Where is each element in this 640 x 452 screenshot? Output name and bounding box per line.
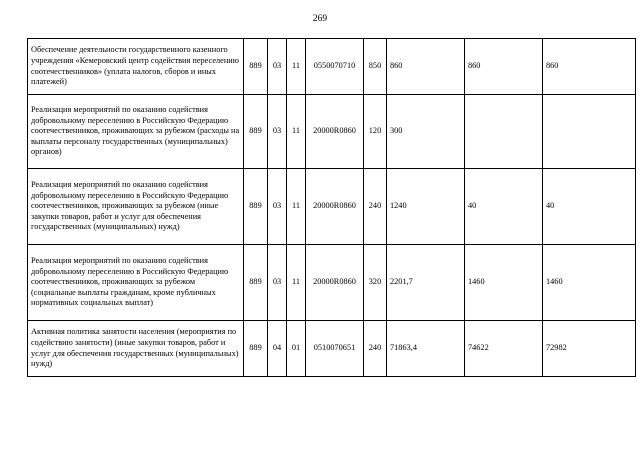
sum-year-3: 40 [543,169,636,245]
sum-year-3: 860 [543,39,636,95]
section-code: 03 [268,39,287,95]
table-row [28,39,636,95]
sum-year-3: 1460 [543,245,636,321]
target-article-code: 20000R0860 [306,95,364,169]
row-description: Обеспечение деятельности государственного казенного учреждения «Кемеровский центр содействия переселению соотечественников» (уплата налогов, сборов и иных платежей) [28,39,244,95]
subsection-code: 11 [287,169,306,245]
sum-year-1: 300 [387,95,465,169]
sum-year-1: 860 [387,39,465,95]
expense-type-code: 850 [364,39,387,95]
table-row [28,169,636,245]
table-row [28,245,636,321]
row-description: Реализация мероприятий по оказанию содействия добровольному переселению в Российскую Федерацию соотечественников, проживающих за рубежом (социальные выплаты гражданам, кроме публичных нормативных социальных выплат) [28,245,244,321]
expense-type-code: 320 [364,245,387,321]
expense-type-code: 240 [364,321,387,377]
section-code: 04 [268,321,287,377]
target-article-code: 0550070710 [306,39,364,95]
sum-year-1: 1240 [387,169,465,245]
sum-year-3: 72982 [543,321,636,377]
sum-year-1: 2201,7 [387,245,465,321]
sum-year-2: 860 [465,39,543,95]
table-row [28,95,636,169]
subsection-code: 11 [287,39,306,95]
target-article-code: 20000R0860 [306,169,364,245]
target-article-code: 0510070651 [306,321,364,377]
row-description: Активная политика занятости населения (мероприятия по содействию занятости) (иные закупки товаров, работ и услуг для обеспечения государственных (муниципальных) нужд) [28,321,244,377]
subsection-code: 01 [287,321,306,377]
sum-year-3 [543,95,636,169]
ministry-code: 889 [244,321,268,377]
page-number: 269 [312,14,328,24]
sum-year-1: 71863,4 [387,321,465,377]
row-description: Реализация мероприятий по оказанию содействия добровольному переселению в Российскую Федерацию соотечественников, проживающих за рубежом (иные закупки товаров, работ и услуг для обеспечения государственных (муниципальных) нужд) [28,169,244,245]
ministry-code: 889 [244,39,268,95]
subsection-code: 11 [287,245,306,321]
section-code: 03 [268,245,287,321]
row-description: Реализация мероприятий по оказанию содействия добровольному переселению в Российскую Федерацию соотечественников, проживающих за рубежом (расходы на выплаты персоналу государственных (муниципальных) органов) [28,95,244,169]
subsection-code: 11 [287,95,306,169]
budget-table [27,38,636,377]
sum-year-2: 1460 [465,245,543,321]
expense-type-code: 240 [364,169,387,245]
ministry-code: 889 [244,95,268,169]
ministry-code: 889 [244,169,268,245]
expense-type-code: 120 [364,95,387,169]
sum-year-2: 40 [465,169,543,245]
ministry-code: 889 [244,245,268,321]
table-row [28,321,636,377]
target-article-code: 20000R0860 [306,245,364,321]
section-code: 03 [268,169,287,245]
section-code: 03 [268,95,287,169]
sum-year-2: 74622 [465,321,543,377]
sum-year-2 [465,95,543,169]
